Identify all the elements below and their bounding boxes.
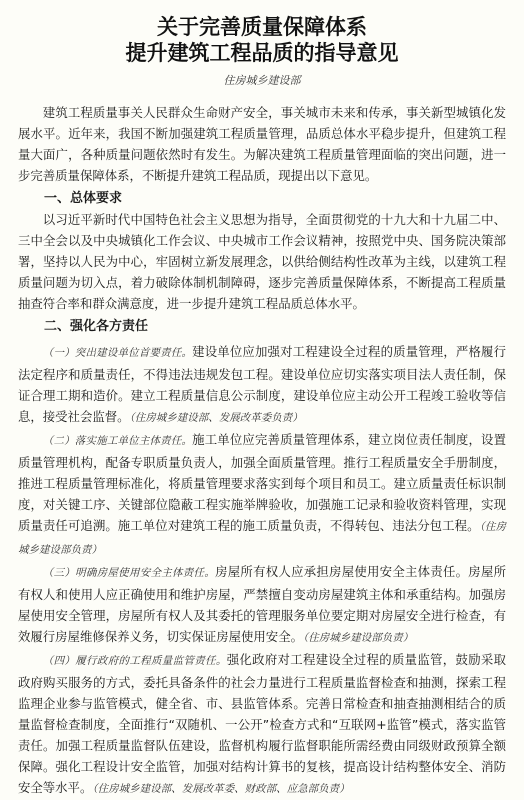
subsection-4 <box>18 649 506 800</box>
title-line-1: 关于完善质量保障体系 <box>157 14 367 39</box>
subsection-4-responsibility: （住房城乡建设部、发展改革委、财政部、应急部负责） <box>92 783 350 795</box>
subsection-3-body: 房屋所有权人应承担房屋使用安全主体责任。房屋所有权人和使用人应正确使用和维护房屋，严禁擅自变动房屋建筑主体和承重结构。加强房屋使用安全管理，房屋所有权人及其委托的管理服务单位要定期对房屋安全进行检查，有效履行房屋维修保养义务，切实保证房屋使用安全。 <box>18 564 507 644</box>
subsection-3 <box>18 561 506 649</box>
subsection-1-responsibility: （住房城乡建设部、发展改革委负责） <box>129 412 303 424</box>
subsection-4-lead: （四）履行政府的工程质量监管责任。 <box>42 655 227 667</box>
subsection-1-body: 建设单位应加强对工程建设全过程的质量管理，严格履行法定程序和质量责任，不得违法违规发包工程。建设单位应切实落实项目法人责任制，保证合理工期和造价。建立工程质量信息公示制度，建设单位应主动公开工程竣工验收等信息，接受社会监督。 <box>18 344 507 424</box>
subsection-2 <box>18 429 506 561</box>
subsection-2-body: 施工单位应完善质量管理体系，建立岗位责任制度，设置质量管理机构，配备专职质量负责人，加强全面质量管理。推行工程质量安全手册制度，推进工程质量管理标准化，将质量管理要求落实到每个项目和员工。建立质量责任标识制度，对关键工序、关键部位隐蔽工程实施举牌验收，加强施工记录和验收资料管理，实现质量责任可追溯。施工单位对建筑工程的施工质量负责，不得转包、违法分包工程。 <box>18 432 507 533</box>
title-line-2: 提升建筑工程品质的指导意见 <box>125 40 399 65</box>
subsection-3-responsibility: （住房城乡建设部负责） <box>302 632 414 644</box>
general-requirements-paragraph: 以习近平新时代中国特色社会主义思想为指导，全面贯彻党的十九大和十九届二中、三中全会以及中央城镇化工作会议、中央城市工作会议精神，按照党中央、国务院决策部署，坚持以人民为中心，牢固树立新发展理念，以供给侧结构性改革为主线，以建筑工程质量问题为切入点，着力破除体制机制障碍，逐步完善质量保障体系，不断提高工程质量抽查符合率和群众满意度，进一步提升建筑工程品质总体水平。 <box>18 212 506 311</box>
subsection-1 <box>18 341 506 429</box>
subsection-4-body: 强化政府对工程建设全过程的质量监管，鼓励采取政府购买服务的方式，委托具备条件的社会力量进行工程质量监督检查和抽测，探索工程监理企业参与监管模式，健全省、市、县监管体系。完善日常检查和抽查抽测相结合的质量监督检查制度，全面推行“双随机、一公开”检查方式和“互联网+监管”模式，落实监管责任。加强工程质量监督队伍建设，监督机构履行监督职能所需经费由同级财政预算全额保障。强化工程设计安全监管，加强对结构计算书的复核，提高设计结构整体安全、消防安全等水平。 <box>18 652 507 795</box>
intro-paragraph: 建筑工程质量事关人民群众生命财产安全，事关城市未来和传承，事关新型城镇化发展水平。近年来，我国不断加强建筑工程质量管理，品质总体水平稳步提升，但建筑工程量大面广，各种质量问题依然时有发生。为解决建筑工程质量管理面临的突出问题，进一步完善质量保障体系，不断提升建筑工程品质，现提出以下意见。 <box>18 105 506 183</box>
section-heading-1: 一、总体要求 <box>44 191 123 206</box>
document-title <box>18 14 506 66</box>
subsection-2-responsibility: （住房城乡建设部负责） <box>18 521 507 556</box>
subsection-2-lead: （二）落实施工单位主体责任。 <box>42 435 193 447</box>
issuer: 住房城乡建设部 <box>223 74 301 87</box>
subsection-1-lead: （一）突出建设单位首要责任。 <box>42 347 193 359</box>
subsection-3-lead: （三）明确房屋使用安全主体责任。 <box>42 567 216 579</box>
section-heading-2: 二、强化各方责任 <box>44 319 149 334</box>
